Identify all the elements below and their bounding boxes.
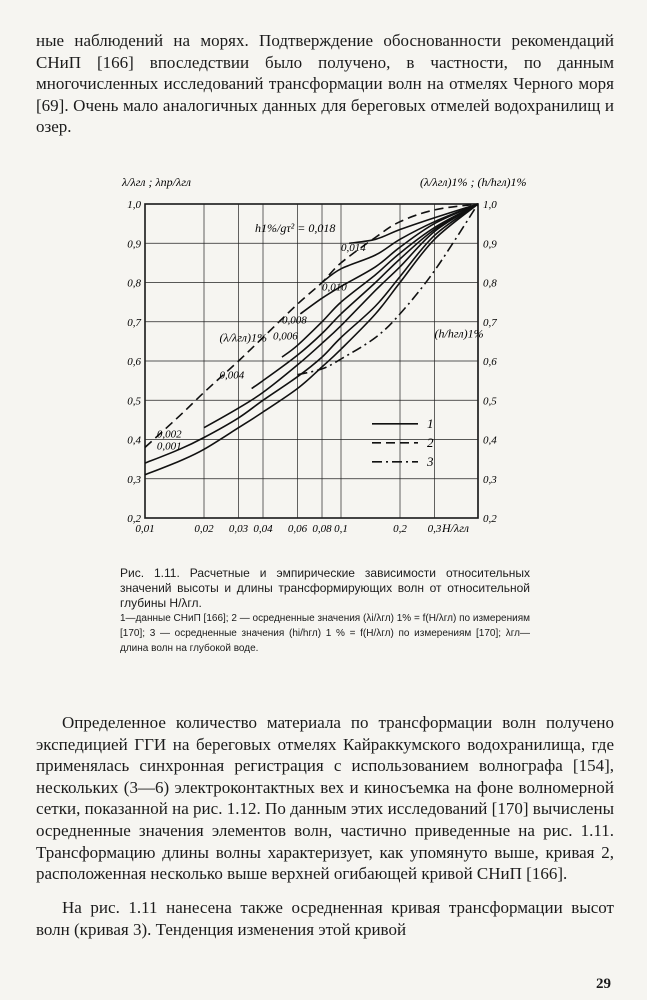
paragraph-top: ные наблюдений на морях. Подтверждение обоснованности рекомендаций СНиП [166] впоследствии было получено, в частности, по данным многочисленных исследований трансформации волн на отмелях Черного моря [69]. Очень мало аналогичных данных для береговых отмелей водохранилищ и озер. (36, 31, 614, 137)
y-tick-label-right: 0,6 (483, 356, 497, 368)
y-tick-label-right: 0,3 (483, 473, 497, 486)
x-tick-label: 0,02 (194, 523, 214, 535)
legend-label: 2 (427, 434, 434, 450)
y-tick-label-left: 0,2 (127, 513, 141, 525)
y-tick-label-left: 0,9 (127, 238, 141, 251)
curve-label: 0,010 (322, 281, 347, 294)
x-tick-label: 0,1 (334, 523, 348, 535)
y-tick-label-right: 0,9 (483, 238, 497, 251)
series-line-dashed (145, 204, 478, 447)
paragraph-middle: Определенное количество материала по трансформации волн получено экспедицией ГГИ на береговых отмелях Кайраккумского водохранилища, где применялась синхронная регистрация с использованием волнографа [154], нескольких (3—6) электроконтактных вех и киносъемка на фоне волномерной сетки, показанной на рис. 1.12. По данным этих исследований [170] вычислены осредненные значения элементов волн, частично приведенные на рис. 1.11. Трансформацию длины волны характеризует, как упомянуто выше, кривая 2, расположенная несколько выше верхней огибающей кривой СНиП [166]. (36, 713, 614, 884)
family-label: h1%/gτ² = 0,018 (255, 221, 336, 235)
y-tick-label-left: 0,8 (127, 277, 141, 290)
x-tick-label: 0,2 (393, 523, 407, 535)
y-tick-label-left: 0,5 (127, 395, 141, 408)
y-tick-label-left: 0,6 (127, 356, 141, 368)
x-tick-label: 0,03 (228, 523, 249, 535)
y-tick-label-left: 1,0 (127, 199, 141, 211)
y-tick-label-left: 0,7 (127, 316, 141, 329)
y-tick-label-left: 0,4 (127, 434, 141, 447)
y-tick-label-right: 0,2 (483, 513, 497, 525)
curve-annotation: (h/hгл)1% (434, 326, 484, 341)
curve-label: 0,006 (273, 330, 298, 343)
y-axis-label-right: (λ/λгл)1% ; (h/hгл)1% (420, 175, 527, 189)
legend-label: 3 (427, 453, 434, 469)
curve-label: 0,008 (281, 314, 307, 327)
chart-grid (145, 204, 478, 518)
x-tick-label: 0,01 (135, 523, 155, 535)
curve-label: 0,014 (341, 242, 366, 255)
caption-title: Рис. 1.11. Расчетные и эмпирические зависимости относительных значений высоты и длины трансформирующих волн от относительной глубины H/λгл. (120, 566, 530, 610)
x-tick-label: 0,3 (427, 523, 442, 535)
figure-caption (120, 566, 530, 656)
x-tick-label: 0,06 (287, 523, 308, 535)
y-tick-label-right: 0,4 (483, 434, 497, 447)
y-tick-label-right: 1,0 (483, 199, 497, 211)
y-tick-label-left: 0,3 (127, 473, 141, 486)
curve-annotation: (λ/λгл)1% (219, 330, 268, 345)
curve-label: 0,002 (156, 428, 182, 441)
curve-label: 0,001 (156, 440, 182, 453)
chart-legend (372, 416, 434, 469)
y-tick-label-right: 0,5 (483, 395, 497, 408)
y-tick-label-right: 0,8 (483, 277, 497, 290)
x-tick-label: 0,08 (312, 523, 332, 535)
figure-1-11 (0, 150, 647, 560)
x-axis-label: H/λгл (442, 521, 469, 535)
caption-body: 1—данные СНиП [166]; 2 — осредненные значения (λi/λгл) 1% = f(H/λгл) по измерениям [170]; 3 — осредненные значения (hi/hгл) 1 % = f(H/λгл) по измерениям [170]; λгл—длина волн на глубокой воде. (120, 613, 530, 654)
x-tick-label: 0,04 (253, 523, 273, 535)
paragraph-bottom: На рис. 1.11 нанесена также осредненная кривая трансформации высот волн (кривая 3). Тенденция изменения этой кривой (36, 898, 614, 939)
y-tick-label-right: 0,7 (483, 316, 497, 329)
curve-label: 0,004 (219, 369, 245, 382)
page-number: 29 (596, 976, 611, 992)
legend-label: 1 (427, 415, 434, 431)
y-axis-label-left: λ/λгл ; λпр/λгл (122, 175, 191, 189)
